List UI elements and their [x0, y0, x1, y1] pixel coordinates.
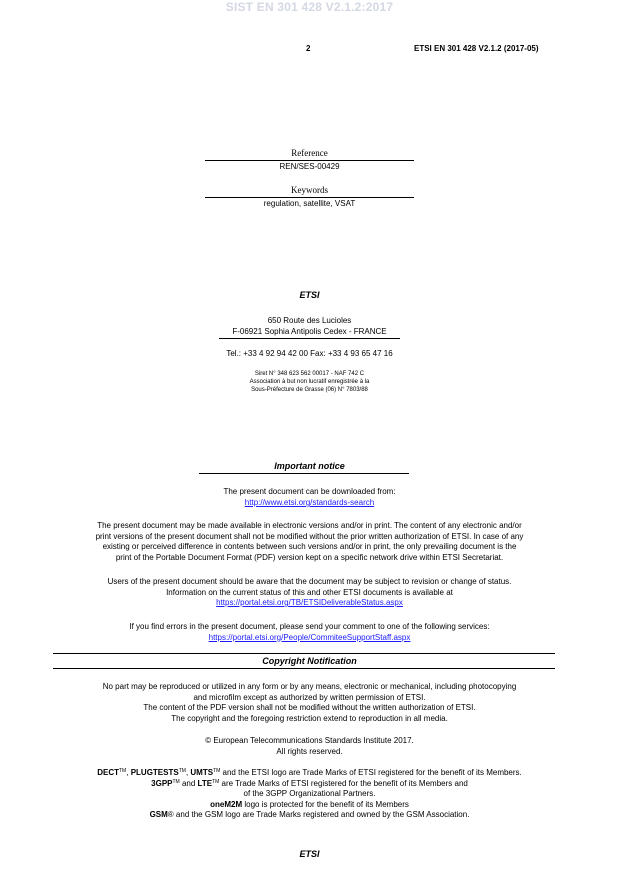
trademark-line-5: GSM® and the GSM logo are Trade Marks registered and owned by the GSM Association. — [149, 810, 470, 819]
copyright-title: Copyright Notification — [262, 656, 357, 666]
org-name: ETSI — [299, 290, 320, 300]
address-rule — [219, 338, 400, 339]
tm-plugtests: PLUGTESTS — [130, 768, 179, 777]
keywords-label: Keywords — [291, 185, 328, 195]
download-link[interactable]: http://www.etsi.org/standards-search — [244, 498, 375, 507]
tm-gsm: GSM — [149, 810, 168, 819]
para1-line-1: The present document may be made available in electronic versions and/or in print. The content of any electronic and/or — [97, 521, 522, 530]
copyright-paragraph — [0, 682, 619, 724]
tm-3gpp: 3GPP — [151, 778, 173, 788]
para3-line-1: If you find errors in the present document, please send your comment to one of the following services: — [129, 622, 490, 631]
footer-org: ETSI — [299, 849, 320, 859]
watermark: SIST EN 301 428 V2.1.2:2017 — [225, 0, 394, 14]
rights-reserved: All rights reserved. — [276, 746, 343, 756]
para1-line-4: print of the Portable Document Format (PDF) version kept on a specific network drive within ETSI Secretariat. — [115, 552, 504, 562]
association-line-1: Association à but non lucratif enregistrée à la — [249, 379, 370, 385]
trademark-line-4: oneM2M logo is protected for the benefit of its Members — [210, 799, 409, 809]
keywords-rule — [205, 197, 414, 198]
tm-onem2m: oneM2M — [210, 799, 243, 809]
copyright-line-4: The copyright and the foregoing restriction extend to reproduction in all media. — [171, 713, 448, 723]
para1-line-2: print versions of the present document shall not be modified without the prior written authorization of ETSI. In case of any — [95, 531, 524, 541]
page-number: 2 — [306, 44, 311, 53]
reference-value: REN/SES-00429 — [279, 162, 340, 171]
copyright-line-2: and microfilm except as authorized by written permission of ETSI. — [193, 692, 426, 702]
phone-fax: Tel.: +33 4 92 94 42 00 Fax: +33 4 93 65 47 16 — [226, 349, 393, 358]
copyright-owner-block — [0, 736, 619, 757]
para2-line-1: Users of the present document should be aware that the document may be subject to revision or change of status. — [107, 577, 512, 586]
trademark-line-1: DECT™, PLUGTESTS™, UMTS™ and the ETSI logo are Trade Marks of ETSI registered for the benefit of its Members. — [97, 768, 522, 777]
reference-rule — [205, 160, 414, 161]
document-id: ETSI EN 301 428 V2.1.2 (2017-05) — [414, 44, 539, 53]
keywords-value: regulation, satellite, VSAT — [263, 199, 356, 208]
tm-lte: LTE — [197, 778, 213, 788]
reference-label: Reference — [291, 148, 328, 158]
trademarks-block — [0, 768, 619, 821]
copyright-owner: © European Telecommunications Standards Institute 2017. — [205, 736, 414, 745]
status-link[interactable]: https://portal.etsi.org/TB/ETSIDeliverableStatus.aspx — [216, 598, 403, 607]
copyright-top-rule — [53, 653, 555, 654]
notice-paragraph-3 — [0, 622, 619, 643]
trademark-line-2: 3GPP™ and LTE™ are Trade Marks of ETSI registered for the benefit of its Members and — [151, 778, 468, 788]
association-line-2: Sous-Préfecture de Grasse (06) N° 7803/88 — [251, 387, 368, 393]
download-text: The present document can be downloaded from: — [223, 487, 396, 496]
copyright-bottom-rule — [53, 668, 555, 669]
important-notice-title: Important notice — [274, 461, 345, 471]
copyright-line-1: No part may be reproduced or utilized in any form or by any means, electronic or mechanical, including photocopying — [102, 682, 517, 691]
copyright-line-3: The content of the PDF version shall not be modified without the written authorization of ETSI. — [143, 703, 476, 712]
tm-dect: DECT — [97, 768, 119, 777]
trademark-line-3: of the 3GPP Organizational Partners. — [243, 789, 376, 798]
notice-paragraph-2 — [0, 577, 619, 609]
notice-paragraph-1 — [0, 521, 619, 563]
support-link[interactable]: https://portal.etsi.org/People/CommiteeSupportStaff.aspx — [208, 632, 411, 642]
notice-rule — [199, 473, 409, 474]
para2-line-2: Information on the current status of this and other ETSI documents is available at — [166, 587, 453, 597]
siret: Siret N° 348 623 562 00017 - NAF 742 C — [254, 371, 365, 377]
address-line-1: 650 Route des Lucioles — [267, 316, 352, 325]
tm-umts: UMTS — [190, 768, 214, 777]
para1-line-3: existing or perceived difference in contents between such versions and/or in print, the only prevailing document is the — [102, 542, 517, 551]
address-line-2: F-06921 Sophia Antipolis Cedex - FRANCE — [232, 327, 387, 336]
